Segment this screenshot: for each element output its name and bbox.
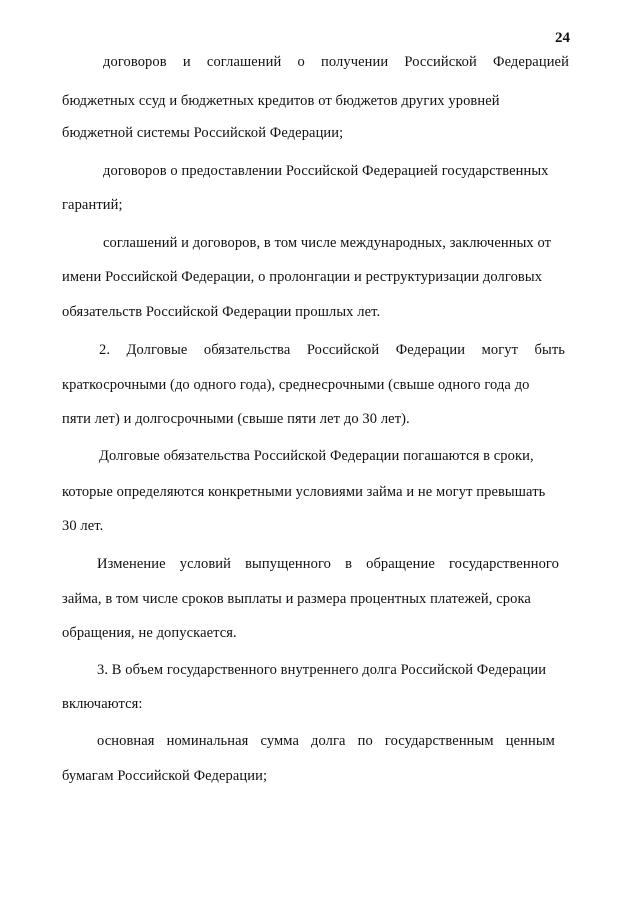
text-line-17: обращения, не допускается. <box>62 625 237 641</box>
word: в <box>345 556 353 572</box>
word: соглашений <box>206 54 282 70</box>
word: условий <box>179 556 231 572</box>
text-line-21: бумагам Российской Федерации; <box>62 768 268 784</box>
word: Российской <box>404 54 477 70</box>
word: Российской <box>306 342 380 358</box>
word: Долговые <box>126 342 188 358</box>
word: государственным <box>384 733 494 749</box>
word: получении <box>321 54 389 70</box>
word: Федерации <box>395 342 466 358</box>
text-line-19: включаются: <box>62 696 143 712</box>
word: и <box>182 54 191 70</box>
word: ценным <box>505 733 555 749</box>
word: основная <box>97 733 155 749</box>
text-line-6: соглашений и договоров, в том числе международных, заключенных от <box>103 235 552 251</box>
word: договоров <box>103 54 167 70</box>
word: Федерацией <box>493 54 569 70</box>
text-line-2: бюджетных ссуд и бюджетных кредитов от бюджетов других уровней <box>62 93 500 109</box>
word: номинальная <box>166 733 249 749</box>
word: быть <box>534 342 565 358</box>
word: обращение <box>366 556 435 572</box>
text-line-20 <box>97 732 555 750</box>
text-line-8: обязательств Российской Федерации прошлых лет. <box>62 304 381 320</box>
text-line-14: 30 лет. <box>62 518 104 534</box>
text-line-10: краткосрочными (до одного года), среднесрочными (свыше одного года до <box>62 377 530 393</box>
page-number: 24 <box>555 30 570 46</box>
word: государственного <box>448 556 559 572</box>
text-line-16: займа, в том числе сроков выплаты и размера процентных платежей, срока <box>62 591 531 607</box>
word: по <box>357 733 373 749</box>
text-line-5: гарантий; <box>62 197 123 213</box>
text-line-18: 3. В объем государственного внутреннего долга Российской Федерации <box>97 662 547 678</box>
word: выпущенного <box>245 556 331 572</box>
text-line-7: имени Российской Федерации, о пролонгации и реструктуризации долговых <box>62 269 543 285</box>
word: 2. <box>99 342 111 358</box>
text-line-4: договоров о предоставлении Российской Федерацией государственных <box>103 163 549 179</box>
text-line-3: бюджетной системы Российской Федерации; <box>62 125 344 141</box>
word: обязательства <box>203 342 291 358</box>
word: сумма <box>260 733 299 749</box>
text-line-1 <box>103 53 569 71</box>
text-line-12: Долговые обязательства Российской Федерации погашаются в сроки, <box>99 448 534 464</box>
word: о <box>297 54 305 70</box>
text-line-9 <box>99 341 565 359</box>
text-line-15 <box>97 555 559 573</box>
word: долга <box>311 733 346 749</box>
word: Изменение <box>97 556 166 572</box>
text-line-11: пяти лет) и долгосрочными (свыше пяти лет до 30 лет). <box>62 411 410 427</box>
text-line-13: которые определяются конкретными условиями займа и не могут превышать <box>62 484 546 500</box>
word: могут <box>481 342 519 358</box>
